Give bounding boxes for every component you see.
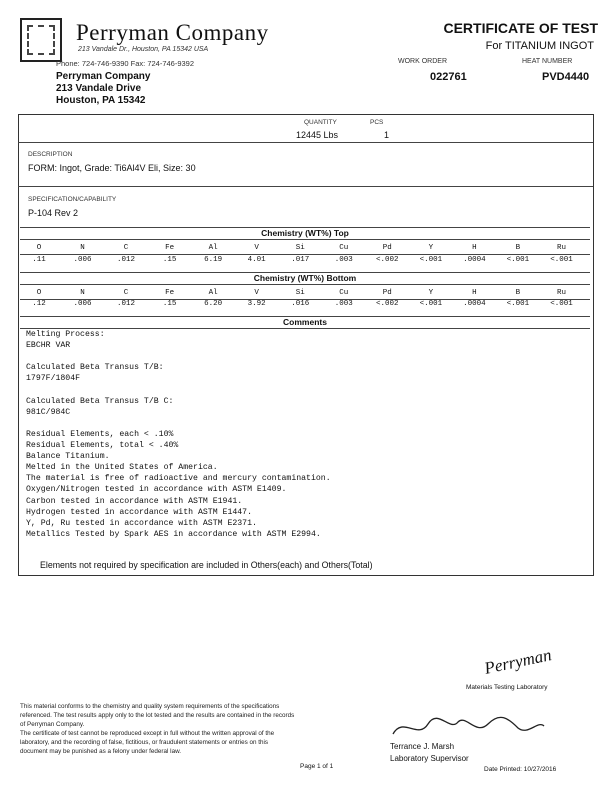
chem-top-title: Chemistry (WT%) Top bbox=[261, 228, 349, 238]
comments-title: Comments bbox=[283, 317, 327, 327]
chem-value-cell: .0004 bbox=[463, 256, 486, 264]
comment-line: Residual Elements, each < .10% bbox=[26, 429, 174, 439]
chem-header-cell: Si bbox=[295, 244, 305, 252]
chem-value-cell: 3.92 bbox=[247, 300, 266, 308]
signer-name: Terrance J. Marsh bbox=[390, 742, 455, 751]
comments-note: Elements not required by specification are included in Others(each) and Others(Total) bbox=[40, 560, 373, 570]
chem-value-cell: <.002 bbox=[376, 300, 399, 308]
chem-value-cell: 4.01 bbox=[247, 256, 266, 264]
disclaimer-line: laboratory, and the recording of false, fictitious, or fraudulent statements or entries on this bbox=[20, 739, 269, 746]
description-label: DESCRIPTION bbox=[28, 151, 73, 158]
heat-number-label: HEAT NUMBER bbox=[522, 58, 573, 65]
comment-line: The material is free of radioactive and mercury contamination. bbox=[26, 474, 331, 484]
description-value: FORM: Ingot, Grade: Ti6Al4V Eli, Size: 30 bbox=[28, 163, 196, 173]
comment-line: Residual Elements, total < .40% bbox=[26, 441, 179, 450]
chem-header-cell: Al bbox=[208, 289, 218, 297]
chem-header-cell: Y bbox=[428, 244, 434, 252]
chem-top-header bbox=[20, 227, 590, 240]
company-logo-icon bbox=[20, 18, 62, 62]
work-order-value: 022761 bbox=[430, 71, 467, 83]
chem-header-cell: O bbox=[36, 289, 42, 297]
chem-value-cell: <.001 bbox=[506, 300, 530, 308]
chem-value-cell: .12 bbox=[32, 300, 46, 308]
comment-line: Metallics Tested by Spark AES in accordance with ASTM E2994. bbox=[26, 529, 321, 539]
chem-header-cell: Cu bbox=[339, 289, 349, 297]
company-name: Perryman Company bbox=[76, 20, 269, 45]
comment-line: 981C/984C bbox=[26, 407, 71, 417]
disclaimer-line: document may be punished as a felony under federal law. bbox=[20, 748, 182, 755]
comment-line: Oxygen/Nitrogen tested in accordance with ASTM E1409. bbox=[26, 485, 287, 495]
chem-header-cell: N bbox=[80, 244, 85, 252]
comment-line: 1797F/1804F bbox=[26, 374, 81, 384]
chem-header-cell: B bbox=[515, 289, 521, 297]
comment-line: Balance Titanium. bbox=[26, 452, 110, 462]
chem-value-cell: 6.20 bbox=[204, 300, 223, 308]
chem-header-cell: H bbox=[472, 244, 477, 252]
comment-line: Hydrogen tested in accordance with ASTM E1447. bbox=[26, 507, 253, 517]
chem-value-cell: .0004 bbox=[463, 300, 486, 308]
comment-line: Calculated Beta Transus T/B C: bbox=[26, 396, 174, 406]
disclaimer-line: referenced. The test results apply only to the lot tested and the results are contained in the records bbox=[20, 712, 295, 719]
lab-caption: Materials Testing Laboratory bbox=[466, 684, 548, 691]
chem-header-cell: Si bbox=[295, 289, 305, 297]
work-order-label: WORK ORDER bbox=[398, 58, 447, 65]
chem-value-cell: 6.19 bbox=[204, 256, 223, 264]
chem-bottom-header bbox=[20, 272, 590, 285]
comment-line: Calculated Beta Transus T/B: bbox=[26, 363, 164, 373]
chem-row-divider bbox=[20, 299, 590, 300]
chem-bottom-title: Chemistry (WT%) Bottom bbox=[253, 273, 357, 283]
chem-value-cell: <.001 bbox=[419, 300, 443, 308]
divider bbox=[18, 142, 593, 143]
company-phone: Phone: 724-746-9390 Fax: 724-746-9392 bbox=[56, 59, 195, 68]
date-printed: Date Printed: 10/27/2016 bbox=[484, 766, 557, 773]
chem-value-cell: <.001 bbox=[506, 256, 530, 264]
chem-value-cell: <.002 bbox=[376, 256, 399, 264]
chem-value-cell: .006 bbox=[73, 256, 92, 264]
specification-label: SPECIFICATION/CAPABILITY bbox=[28, 196, 117, 203]
chem-value-cell: .15 bbox=[162, 300, 177, 308]
chem-header-cell: Pd bbox=[382, 289, 392, 297]
comment-line: Y, Pd, Ru tested in accordance with ASTM E2371. bbox=[26, 518, 257, 528]
chem-header-cell: O bbox=[36, 244, 42, 252]
chem-value-cell: .15 bbox=[162, 256, 177, 264]
chem-header-cell: V bbox=[254, 289, 259, 297]
heat-number-value: PVD4440 bbox=[542, 71, 590, 83]
company-address: 213 Vandale Dr., Houston, PA 15342 USA bbox=[78, 46, 209, 53]
lab-logo: Perryman bbox=[482, 645, 554, 678]
chem-value-cell: .003 bbox=[334, 256, 353, 264]
quantity-value: 12445 Lbs bbox=[296, 130, 339, 140]
pcs-value: 1 bbox=[384, 130, 390, 140]
chem-value-cell: .006 bbox=[73, 300, 92, 308]
chem-header-cell: N bbox=[80, 289, 85, 297]
comment-line: Melted in the United States of America. bbox=[26, 463, 218, 473]
quantity-label: QUANTITY bbox=[304, 119, 337, 126]
chem-header-cell: Ru bbox=[556, 289, 566, 297]
chem-row-divider bbox=[20, 254, 590, 255]
address-line-3: Houston, PA 15342 bbox=[56, 95, 146, 106]
chem-header-cell: Ru bbox=[556, 244, 566, 252]
chem-header-cell: Pd bbox=[382, 244, 392, 252]
certificate-subtitle: For TITANIUM INGOT bbox=[485, 40, 594, 52]
divider bbox=[18, 186, 593, 187]
chem-header-cell: H bbox=[472, 289, 477, 297]
chem-value-cell: .012 bbox=[117, 300, 136, 308]
comment-line: Carbon tested in accordance with ASTM E1941. bbox=[26, 496, 243, 506]
chem-header-cell: V bbox=[254, 244, 259, 252]
address-line-2: 213 Vandale Drive bbox=[56, 83, 142, 94]
chem-value-cell: <.001 bbox=[550, 256, 573, 264]
chem-value-cell: <.001 bbox=[550, 300, 573, 308]
comment-line: EBCHR VAR bbox=[26, 341, 71, 351]
address-line-1: Perryman Company bbox=[56, 71, 151, 82]
chem-header-cell: Cu bbox=[339, 244, 349, 252]
disclaimer-line: The certificate of test cannot be reproduced except in full without the written approval of the bbox=[20, 730, 275, 737]
chem-header-cell: B bbox=[515, 244, 521, 252]
disclaimer-line: of Perryman Company. bbox=[20, 721, 85, 728]
chem-value-cell: .016 bbox=[291, 300, 310, 308]
comments-header bbox=[20, 316, 590, 329]
signature bbox=[388, 710, 548, 744]
chem-value-cell: .017 bbox=[291, 256, 310, 264]
chem-value-cell: .012 bbox=[117, 256, 136, 264]
chem-header-cell: C bbox=[123, 289, 129, 297]
chem-header-cell: C bbox=[123, 244, 129, 252]
chem-value-cell: .003 bbox=[334, 300, 353, 308]
chem-header-cell: Fe bbox=[165, 244, 175, 252]
signer-title: Laboratory Supervisor bbox=[390, 754, 469, 763]
pcs-label: PCS bbox=[370, 119, 384, 126]
chem-value-cell: .11 bbox=[32, 256, 46, 264]
certificate-title: CERTIFICATE OF TEST bbox=[443, 20, 598, 36]
disclaimer-line: This material conforms to the chemistry and quality system requirements of the specifications bbox=[20, 703, 280, 710]
specification-value: P-104 Rev 2 bbox=[28, 208, 79, 218]
chem-header-cell: Y bbox=[428, 289, 434, 297]
chem-header-cell: Al bbox=[208, 244, 218, 252]
chem-header-cell: Fe bbox=[165, 289, 175, 297]
comment-line: Melting Process: bbox=[26, 330, 105, 339]
page-label: Page 1 of 1 bbox=[300, 763, 334, 770]
chem-value-cell: <.001 bbox=[419, 256, 443, 264]
